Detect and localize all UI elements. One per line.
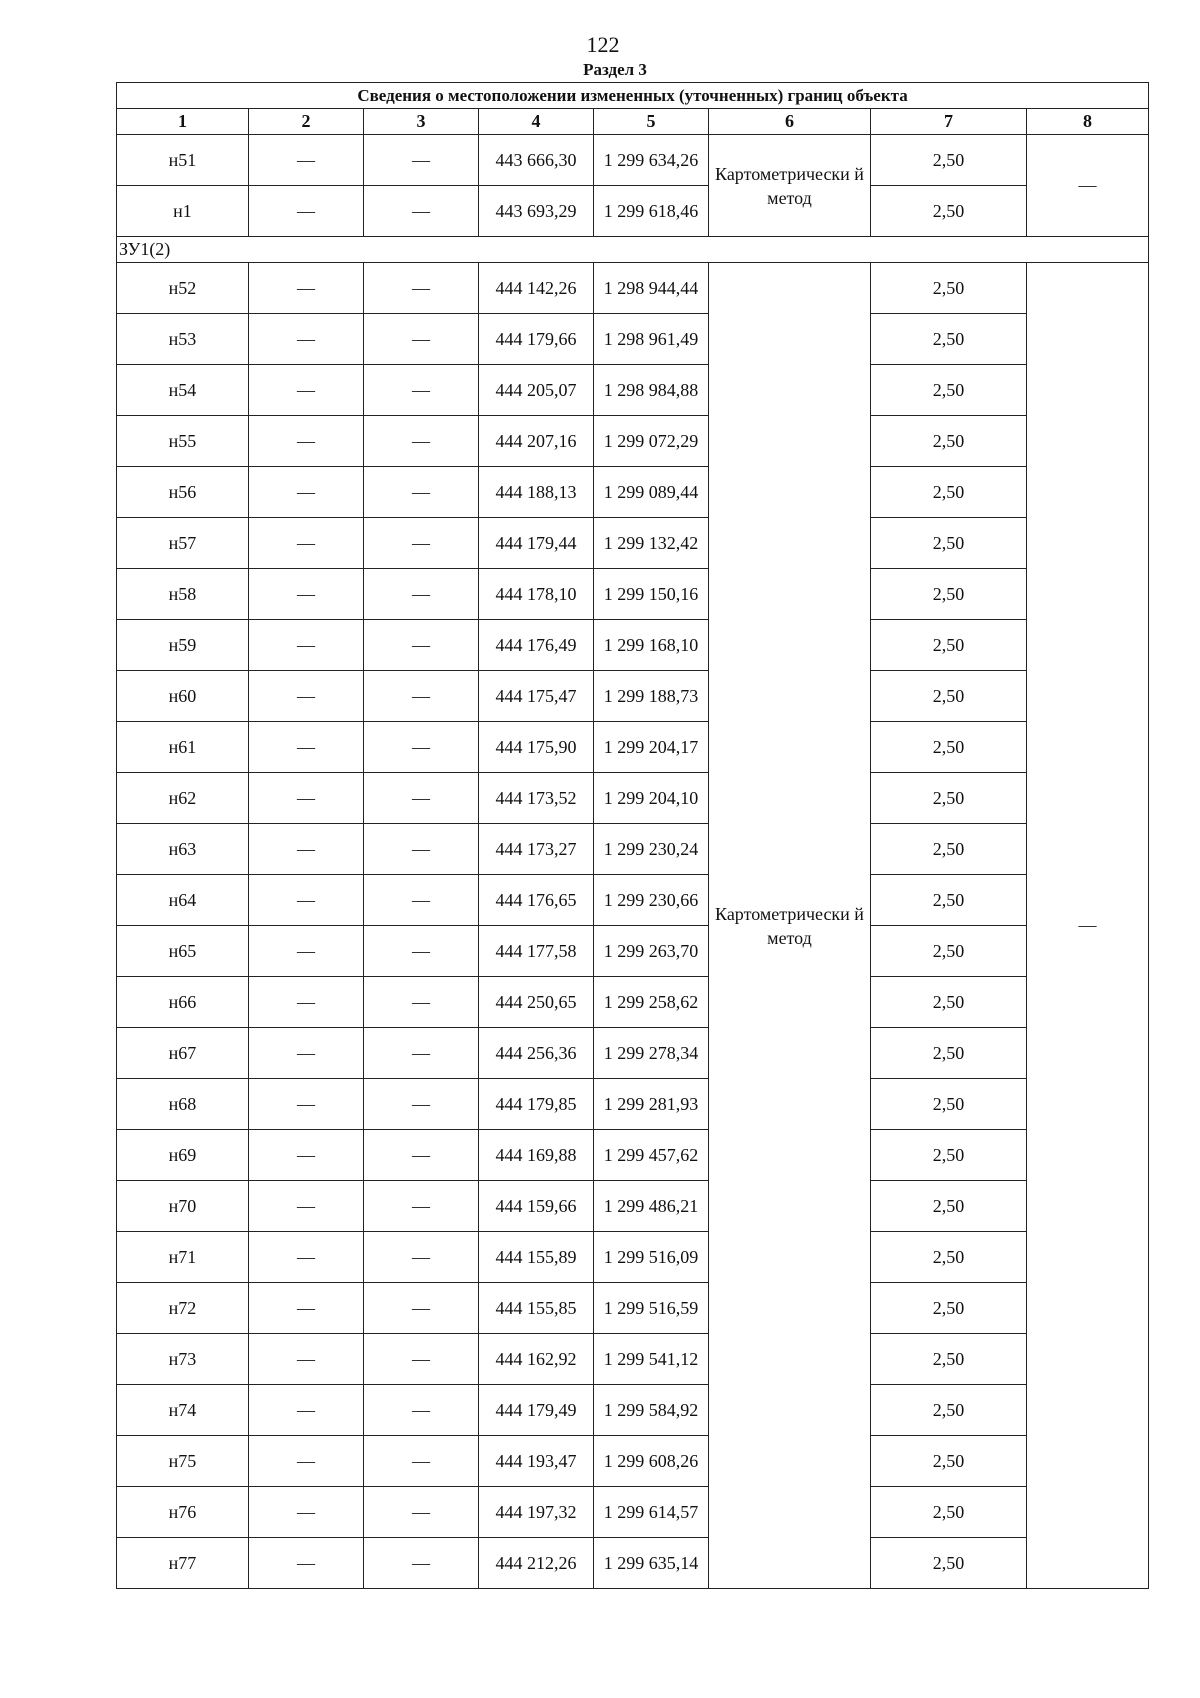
point-name-cell: н55 xyxy=(117,416,249,467)
column-3-cell: — xyxy=(364,1538,479,1589)
table-row xyxy=(117,773,1149,824)
coordinate-y-cell: 1 299 230,24 xyxy=(594,824,709,875)
coordinate-x-cell: 444 173,27 xyxy=(479,824,594,875)
table-row xyxy=(117,1538,1149,1589)
column-number: 2 xyxy=(249,109,364,135)
accuracy-cell: 2,50 xyxy=(871,875,1027,926)
coordinate-x-cell: 444 179,66 xyxy=(479,314,594,365)
coordinate-y-cell: 1 299 168,10 xyxy=(594,620,709,671)
column-3-cell: — xyxy=(364,1079,479,1130)
boundary-table xyxy=(116,82,1149,1589)
table-row xyxy=(117,1385,1149,1436)
coordinate-x-cell: 444 175,47 xyxy=(479,671,594,722)
point-name-cell: н74 xyxy=(117,1385,249,1436)
accuracy-cell: 2,50 xyxy=(871,824,1027,875)
column-2-cell: — xyxy=(249,1538,364,1589)
coordinate-x-cell: 444 159,66 xyxy=(479,1181,594,1232)
point-name-cell: н77 xyxy=(117,1538,249,1589)
coordinate-x-cell: 444 178,10 xyxy=(479,569,594,620)
column-3-cell: — xyxy=(364,875,479,926)
coordinate-x-cell: 444 197,32 xyxy=(479,1487,594,1538)
point-name-cell: н73 xyxy=(117,1334,249,1385)
accuracy-cell: 2,50 xyxy=(871,671,1027,722)
group-label-row xyxy=(117,237,1149,263)
point-name-cell: н59 xyxy=(117,620,249,671)
accuracy-cell: 2,50 xyxy=(871,1232,1027,1283)
column-3-cell: — xyxy=(364,569,479,620)
accuracy-cell: 2,50 xyxy=(871,1181,1027,1232)
point-name-cell: н60 xyxy=(117,671,249,722)
accuracy-cell: 2,50 xyxy=(871,977,1027,1028)
coordinate-y-cell: 1 298 944,44 xyxy=(594,263,709,314)
column-2-cell: — xyxy=(249,1130,364,1181)
table-row xyxy=(117,518,1149,569)
table-row xyxy=(117,875,1149,926)
coordinate-x-cell: 444 193,47 xyxy=(479,1436,594,1487)
column-3-cell: — xyxy=(364,926,479,977)
column-3-cell: — xyxy=(364,824,479,875)
group-label: ЗУ1(2) xyxy=(117,237,1149,263)
coordinate-x-cell: 444 162,92 xyxy=(479,1334,594,1385)
point-name-cell: н75 xyxy=(117,1436,249,1487)
accuracy-cell: 2,50 xyxy=(871,722,1027,773)
column-2-cell: — xyxy=(249,1436,364,1487)
column-2-cell: — xyxy=(249,1283,364,1334)
column-3-cell: — xyxy=(364,416,479,467)
column-3-cell: — xyxy=(364,1283,479,1334)
method-cell: Картометрически й метод xyxy=(709,263,871,1589)
column-2-cell: — xyxy=(249,1487,364,1538)
column-3-cell: — xyxy=(364,977,479,1028)
coordinate-x-cell: 444 173,52 xyxy=(479,773,594,824)
table-caption: Сведения о местоположении измененных (уточненных) границ объекта xyxy=(117,83,1149,109)
accuracy-cell: 2,50 xyxy=(871,186,1027,237)
accuracy-cell: 2,50 xyxy=(871,416,1027,467)
coordinate-y-cell: 1 299 281,93 xyxy=(594,1079,709,1130)
coordinate-x-cell: 444 176,65 xyxy=(479,875,594,926)
column-3-cell: — xyxy=(364,467,479,518)
point-name-cell: н72 xyxy=(117,1283,249,1334)
accuracy-cell: 2,50 xyxy=(871,1385,1027,1436)
table-row xyxy=(117,722,1149,773)
column-3-cell: — xyxy=(364,1487,479,1538)
column-2-cell: — xyxy=(249,1028,364,1079)
column-2-cell: — xyxy=(249,263,364,314)
point-name-cell: н67 xyxy=(117,1028,249,1079)
coordinate-x-cell: 443 693,29 xyxy=(479,186,594,237)
table-row xyxy=(117,135,1149,186)
column-3-cell: — xyxy=(364,263,479,314)
accuracy-cell: 2,50 xyxy=(871,1130,1027,1181)
column-3-cell: — xyxy=(364,135,479,186)
coordinate-y-cell: 1 299 634,26 xyxy=(594,135,709,186)
point-name-cell: н58 xyxy=(117,569,249,620)
accuracy-cell: 2,50 xyxy=(871,1334,1027,1385)
column-2-cell: — xyxy=(249,135,364,186)
point-name-cell: н69 xyxy=(117,1130,249,1181)
coordinate-y-cell: 1 299 584,92 xyxy=(594,1385,709,1436)
accuracy-cell: 2,50 xyxy=(871,1487,1027,1538)
point-name-cell: н66 xyxy=(117,977,249,1028)
point-name-cell: н65 xyxy=(117,926,249,977)
accuracy-cell: 2,50 xyxy=(871,1436,1027,1487)
coordinate-y-cell: 1 298 961,49 xyxy=(594,314,709,365)
column-3-cell: — xyxy=(364,314,479,365)
coordinate-y-cell: 1 299 072,29 xyxy=(594,416,709,467)
table-row xyxy=(117,1436,1149,1487)
column-number: 8 xyxy=(1027,109,1149,135)
column-3-cell: — xyxy=(364,1334,479,1385)
coordinate-x-cell: 443 666,30 xyxy=(479,135,594,186)
accuracy-cell: 2,50 xyxy=(871,365,1027,416)
column-2-cell: — xyxy=(249,977,364,1028)
table-row xyxy=(117,824,1149,875)
coordinate-y-cell: 1 299 188,73 xyxy=(594,671,709,722)
column-2-cell: — xyxy=(249,1079,364,1130)
accuracy-cell: 2,50 xyxy=(871,314,1027,365)
coordinate-y-cell: 1 299 486,21 xyxy=(594,1181,709,1232)
coordinate-y-cell: 1 299 618,46 xyxy=(594,186,709,237)
column-3-cell: — xyxy=(364,1436,479,1487)
section-title: Раздел 3 xyxy=(583,60,647,79)
table-caption-row xyxy=(117,83,1149,109)
accuracy-cell: 2,50 xyxy=(871,620,1027,671)
coordinate-x-cell: 444 179,44 xyxy=(479,518,594,569)
table-row xyxy=(117,186,1149,237)
column-3-cell: — xyxy=(364,1181,479,1232)
point-name-cell: н71 xyxy=(117,1232,249,1283)
coordinate-y-cell: 1 299 516,09 xyxy=(594,1232,709,1283)
point-name-cell: н54 xyxy=(117,365,249,416)
table-row xyxy=(117,1130,1149,1181)
column-number: 6 xyxy=(709,109,871,135)
coordinate-x-cell: 444 175,90 xyxy=(479,722,594,773)
table-row xyxy=(117,977,1149,1028)
point-name-cell: н56 xyxy=(117,467,249,518)
point-name-cell: н68 xyxy=(117,1079,249,1130)
column-number: 1 xyxy=(117,109,249,135)
column-3-cell: — xyxy=(364,1232,479,1283)
column-8-cell: — xyxy=(1027,135,1149,237)
point-name-cell: н62 xyxy=(117,773,249,824)
page-number: 122 xyxy=(586,32,620,57)
point-name-cell: н51 xyxy=(117,135,249,186)
column-3-cell: — xyxy=(364,1028,479,1079)
column-2-cell: — xyxy=(249,824,364,875)
column-2-cell: — xyxy=(249,314,364,365)
accuracy-cell: 2,50 xyxy=(871,467,1027,518)
point-name-cell: н64 xyxy=(117,875,249,926)
coordinate-y-cell: 1 299 204,17 xyxy=(594,722,709,773)
coordinate-y-cell: 1 299 263,70 xyxy=(594,926,709,977)
accuracy-cell: 2,50 xyxy=(871,1538,1027,1589)
column-2-cell: — xyxy=(249,926,364,977)
coordinate-y-cell: 1 299 541,12 xyxy=(594,1334,709,1385)
column-2-cell: — xyxy=(249,416,364,467)
column-3-cell: — xyxy=(364,1130,479,1181)
point-name-cell: н53 xyxy=(117,314,249,365)
column-8-cell: — xyxy=(1027,263,1149,1589)
column-3-cell: — xyxy=(364,365,479,416)
accuracy-cell: 2,50 xyxy=(871,1283,1027,1334)
column-2-cell: — xyxy=(249,620,364,671)
coordinate-y-cell: 1 299 278,34 xyxy=(594,1028,709,1079)
coordinate-x-cell: 444 177,58 xyxy=(479,926,594,977)
column-2-cell: — xyxy=(249,773,364,824)
column-2-cell: — xyxy=(249,1385,364,1436)
coordinate-x-cell: 444 256,36 xyxy=(479,1028,594,1079)
table-row xyxy=(117,1028,1149,1079)
point-name-cell: н70 xyxy=(117,1181,249,1232)
column-2-cell: — xyxy=(249,875,364,926)
accuracy-cell: 2,50 xyxy=(871,569,1027,620)
column-3-cell: — xyxy=(364,518,479,569)
table-row xyxy=(117,1181,1149,1232)
point-name-cell: н52 xyxy=(117,263,249,314)
accuracy-cell: 2,50 xyxy=(871,1028,1027,1079)
coordinate-y-cell: 1 299 230,66 xyxy=(594,875,709,926)
column-2-cell: — xyxy=(249,671,364,722)
column-3-cell: — xyxy=(364,671,479,722)
coordinate-x-cell: 444 250,65 xyxy=(479,977,594,1028)
table-row xyxy=(117,1334,1149,1385)
column-3-cell: — xyxy=(364,186,479,237)
accuracy-cell: 2,50 xyxy=(871,518,1027,569)
coordinate-y-cell: 1 298 984,88 xyxy=(594,365,709,416)
coordinate-x-cell: 444 207,16 xyxy=(479,416,594,467)
coordinate-x-cell: 444 179,85 xyxy=(479,1079,594,1130)
point-name-cell: н1 xyxy=(117,186,249,237)
coordinate-y-cell: 1 299 150,16 xyxy=(594,569,709,620)
table-row xyxy=(117,926,1149,977)
column-3-cell: — xyxy=(364,620,479,671)
table-row xyxy=(117,314,1149,365)
coordinate-y-cell: 1 299 608,26 xyxy=(594,1436,709,1487)
accuracy-cell: 2,50 xyxy=(871,1079,1027,1130)
coordinate-x-cell: 444 155,89 xyxy=(479,1232,594,1283)
point-name-cell: н76 xyxy=(117,1487,249,1538)
table-row xyxy=(117,365,1149,416)
coordinate-y-cell: 1 299 614,57 xyxy=(594,1487,709,1538)
coordinate-x-cell: 444 212,26 xyxy=(479,1538,594,1589)
accuracy-cell: 2,50 xyxy=(871,135,1027,186)
coordinate-y-cell: 1 299 132,42 xyxy=(594,518,709,569)
column-2-cell: — xyxy=(249,1232,364,1283)
point-name-cell: н63 xyxy=(117,824,249,875)
coordinate-y-cell: 1 299 258,62 xyxy=(594,977,709,1028)
table-row xyxy=(117,1487,1149,1538)
coordinate-y-cell: 1 299 516,59 xyxy=(594,1283,709,1334)
accuracy-cell: 2,50 xyxy=(871,263,1027,314)
column-number: 5 xyxy=(594,109,709,135)
column-number: 3 xyxy=(364,109,479,135)
accuracy-cell: 2,50 xyxy=(871,773,1027,824)
coordinate-x-cell: 444 205,07 xyxy=(479,365,594,416)
table-row xyxy=(117,263,1149,314)
column-2-cell: — xyxy=(249,1181,364,1232)
method-cell: Картометрически й метод xyxy=(709,135,871,237)
coordinate-y-cell: 1 299 204,10 xyxy=(594,773,709,824)
column-2-cell: — xyxy=(249,722,364,773)
column-2-cell: — xyxy=(249,365,364,416)
coordinate-x-cell: 444 155,85 xyxy=(479,1283,594,1334)
column-2-cell: — xyxy=(249,569,364,620)
column-3-cell: — xyxy=(364,1385,479,1436)
table-row xyxy=(117,671,1149,722)
column-2-cell: — xyxy=(249,1334,364,1385)
coordinate-y-cell: 1 299 457,62 xyxy=(594,1130,709,1181)
column-number-row xyxy=(117,109,1149,135)
coordinate-x-cell: 444 169,88 xyxy=(479,1130,594,1181)
table-row xyxy=(117,1079,1149,1130)
table-row xyxy=(117,1232,1149,1283)
column-2-cell: — xyxy=(249,467,364,518)
coordinate-x-cell: 444 142,26 xyxy=(479,263,594,314)
coordinate-y-cell: 1 299 635,14 xyxy=(594,1538,709,1589)
column-number: 7 xyxy=(871,109,1027,135)
table-row xyxy=(117,467,1149,518)
table-row xyxy=(117,1283,1149,1334)
column-3-cell: — xyxy=(364,722,479,773)
coordinate-x-cell: 444 179,49 xyxy=(479,1385,594,1436)
column-3-cell: — xyxy=(364,773,479,824)
point-name-cell: н57 xyxy=(117,518,249,569)
column-2-cell: — xyxy=(249,518,364,569)
column-number: 4 xyxy=(479,109,594,135)
table-row xyxy=(117,620,1149,671)
table-row xyxy=(117,569,1149,620)
point-name-cell: н61 xyxy=(117,722,249,773)
coordinate-x-cell: 444 176,49 xyxy=(479,620,594,671)
table-row xyxy=(117,416,1149,467)
column-2-cell: — xyxy=(249,186,364,237)
coordinate-y-cell: 1 299 089,44 xyxy=(594,467,709,518)
coordinate-x-cell: 444 188,13 xyxy=(479,467,594,518)
accuracy-cell: 2,50 xyxy=(871,926,1027,977)
